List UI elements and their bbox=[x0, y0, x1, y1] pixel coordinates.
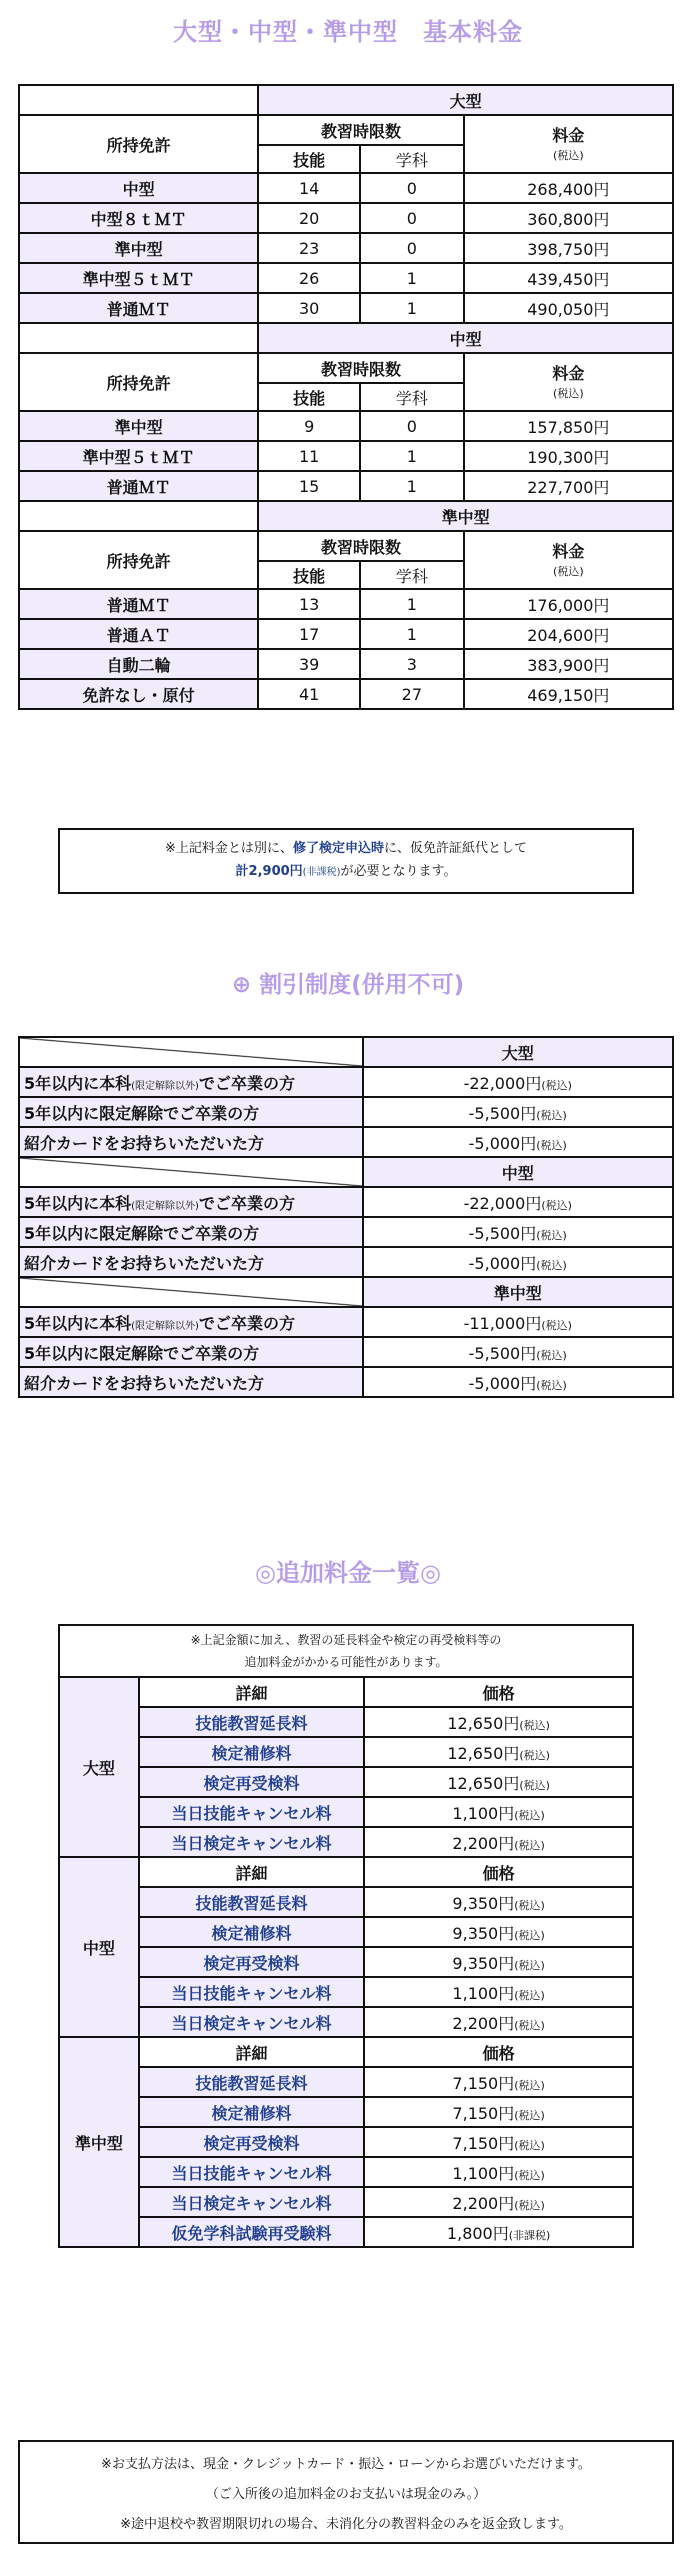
discount-tax-label: (税込) bbox=[536, 1228, 567, 1242]
license-cell: 自動二輪 bbox=[19, 649, 258, 679]
fee-cell: 439,450円 bbox=[464, 263, 673, 293]
condition-note: (限定解除以外) bbox=[131, 1320, 199, 1332]
table-row bbox=[19, 441, 673, 471]
fee-price-cell bbox=[364, 1737, 633, 1767]
discount-amount: -5,000円 bbox=[468, 1373, 537, 1393]
license-column-header: 所持免許 bbox=[19, 531, 258, 589]
fee-price: 7,150円 bbox=[452, 2073, 515, 2093]
fee-price-cell bbox=[364, 2097, 633, 2127]
table-row bbox=[59, 1977, 633, 2007]
table-row bbox=[19, 203, 673, 233]
discount-tax-label: (税込) bbox=[541, 1318, 572, 1332]
table-row bbox=[19, 1067, 673, 1097]
detail-column-header: 詳細 bbox=[139, 1677, 365, 1707]
license-cell: 普通ＡＴ bbox=[19, 619, 258, 649]
paper-fee-note bbox=[58, 828, 634, 894]
fee-item-label: 当日検定キャンセル料 bbox=[139, 2187, 365, 2217]
discount-condition-cell bbox=[19, 1247, 363, 1277]
table-row bbox=[19, 679, 673, 709]
fee-price-cell bbox=[364, 1917, 633, 1947]
fee-price: 2,200円 bbox=[452, 1833, 515, 1853]
fee-price-cell bbox=[364, 1797, 633, 1827]
condition-text: 5年以内に本科 bbox=[24, 1313, 132, 1333]
discount-amount-cell bbox=[363, 1127, 674, 1157]
fee-price: 12,650円 bbox=[447, 1713, 520, 1733]
theory-column-header: 学科 bbox=[360, 383, 464, 411]
table-row bbox=[19, 1247, 673, 1277]
condition-text: 5年以内に本科 bbox=[24, 1073, 132, 1093]
theory-cell: 0 bbox=[360, 203, 464, 233]
license-cell: 中型８ｔＭＴ bbox=[19, 203, 258, 233]
fee-column-header bbox=[464, 115, 673, 173]
table-row bbox=[19, 1097, 673, 1127]
discount-condition-cell bbox=[19, 1367, 363, 1397]
header-blank-cell bbox=[19, 323, 258, 353]
skill-cell: 41 bbox=[258, 679, 360, 709]
section-header-row bbox=[59, 1857, 633, 1887]
detail-column-header: 詳細 bbox=[139, 2037, 365, 2067]
section-name: 準中型 bbox=[363, 1277, 674, 1307]
skill-cell: 39 bbox=[258, 649, 360, 679]
fee-price-cell bbox=[364, 1947, 633, 1977]
fee-price-cell bbox=[364, 1977, 633, 2007]
fee-price: 1,100円 bbox=[452, 1983, 515, 2003]
condition-text-tail: でご卒業の方 bbox=[198, 1193, 295, 1213]
discount-table bbox=[18, 1036, 674, 1398]
discount-tax-label: (税込) bbox=[536, 1378, 567, 1392]
fee-header-label: 料金 bbox=[552, 542, 585, 561]
fee-item-label: 技能教習延長料 bbox=[139, 2067, 365, 2097]
table-row bbox=[19, 411, 673, 441]
discount-amount-cell bbox=[363, 1337, 674, 1367]
fee-item-label: 当日検定キャンセル料 bbox=[139, 1827, 365, 1857]
discount-amount: -5,000円 bbox=[468, 1133, 537, 1153]
fee-tax-label: (税込) bbox=[514, 2168, 545, 2182]
table-row bbox=[19, 293, 673, 323]
additional-fee-title: ◎追加料金一覧◎ bbox=[255, 1559, 441, 1587]
license-cell: 普通ＭＴ bbox=[19, 293, 258, 323]
diagonal-header-cell bbox=[19, 1157, 363, 1187]
discount-amount: -11,000円 bbox=[463, 1313, 542, 1333]
additional-note-line-1: ※上記金額に加え、教習の延長料金や検定の再受検料等の bbox=[190, 1633, 502, 1647]
fee-price: 7,150円 bbox=[452, 2103, 515, 2123]
theory-cell: 0 bbox=[360, 173, 464, 203]
section-header-row bbox=[19, 501, 673, 531]
note-row bbox=[59, 1625, 633, 1677]
license-cell: 準中型５ｔＭＴ bbox=[19, 441, 258, 471]
fee-cell: 204,600円 bbox=[464, 619, 673, 649]
fee-price: 2,200円 bbox=[452, 2193, 515, 2213]
license-cell: 準中型 bbox=[19, 411, 258, 441]
fee-column-header bbox=[464, 353, 673, 411]
fee-header-label: 料金 bbox=[552, 126, 585, 145]
fee-item-label: 当日技能キャンセル料 bbox=[139, 1797, 365, 1827]
fee-tax-label: (税込) bbox=[514, 1958, 545, 1972]
fee-item-label: 検定再受検料 bbox=[139, 1767, 365, 1797]
fee-item-label: 検定補修料 bbox=[139, 1737, 365, 1767]
table-row bbox=[19, 263, 673, 293]
fee-header-tax: (税込) bbox=[553, 565, 584, 578]
fee-item-label: 技能教習延長料 bbox=[139, 1707, 365, 1737]
table-row bbox=[19, 589, 673, 619]
table-row bbox=[19, 1217, 673, 1247]
skill-cell: 11 bbox=[258, 441, 360, 471]
fee-price-cell bbox=[364, 2007, 633, 2037]
table-row bbox=[59, 1707, 633, 1737]
table-row bbox=[19, 1127, 673, 1157]
fee-item-label: 検定補修料 bbox=[139, 2097, 365, 2127]
fee-price: 9,350円 bbox=[452, 1923, 515, 1943]
theory-cell: 1 bbox=[360, 293, 464, 323]
table-row bbox=[19, 471, 673, 501]
diagonal-header-cell bbox=[19, 1037, 363, 1067]
fee-tax-label: (税込) bbox=[519, 1718, 550, 1732]
discount-condition-cell bbox=[19, 1187, 363, 1217]
discount-tax-label: (税込) bbox=[541, 1198, 572, 1212]
discount-condition-cell bbox=[19, 1127, 363, 1157]
condition-text: 紹介カードをお持ちいただいた方 bbox=[24, 1133, 265, 1153]
section-header-row bbox=[19, 323, 673, 353]
fee-price: 9,350円 bbox=[452, 1953, 515, 1973]
skill-cell: 26 bbox=[258, 263, 360, 293]
discount-amount-cell bbox=[363, 1067, 674, 1097]
discount-amount-cell bbox=[363, 1247, 674, 1277]
skill-cell: 23 bbox=[258, 233, 360, 263]
fee-price-cell bbox=[364, 1827, 633, 1857]
skill-cell: 20 bbox=[258, 203, 360, 233]
fee-tax-label: (非課税) bbox=[508, 2228, 551, 2242]
table-row bbox=[19, 233, 673, 263]
hours-column-header: 教習時限数 bbox=[258, 115, 463, 145]
section-header-row bbox=[19, 1157, 673, 1187]
skill-cell: 9 bbox=[258, 411, 360, 441]
fee-price: 1,100円 bbox=[452, 2163, 515, 2183]
section-name: 中型 bbox=[258, 323, 673, 353]
fee-cell: 268,400円 bbox=[464, 173, 673, 203]
license-cell: 普通ＭＴ bbox=[19, 589, 258, 619]
discount-amount: -22,000円 bbox=[463, 1073, 542, 1093]
fee-item-label: 検定補修料 bbox=[139, 1917, 365, 1947]
theory-cell: 3 bbox=[360, 649, 464, 679]
license-cell: 免許なし・原付 bbox=[19, 679, 258, 709]
section-name: 大型 bbox=[258, 85, 673, 115]
column-header-row bbox=[19, 115, 673, 145]
fee-price-cell bbox=[364, 1767, 633, 1797]
table-row bbox=[59, 1797, 633, 1827]
discount-tax-label: (税込) bbox=[536, 1138, 567, 1152]
license-column-header: 所持免許 bbox=[19, 353, 258, 411]
license-cell: 中型 bbox=[19, 173, 258, 203]
payment-note bbox=[18, 2440, 674, 2544]
table-row bbox=[59, 2097, 633, 2127]
discount-amount-cell bbox=[363, 1307, 674, 1337]
fee-cell: 157,850円 bbox=[464, 411, 673, 441]
fee-column-header bbox=[464, 531, 673, 589]
section-header-row bbox=[19, 85, 673, 115]
column-header-row bbox=[19, 353, 673, 383]
table-row bbox=[59, 2187, 633, 2217]
additional-fee-table bbox=[58, 1624, 634, 2248]
fee-price: 1,800円 bbox=[446, 2223, 509, 2243]
condition-note: (限定解除以外) bbox=[131, 1200, 199, 1212]
fee-item-label: 仮免学科試験再受験料 bbox=[139, 2217, 365, 2247]
fee-price-cell bbox=[364, 2127, 633, 2157]
fee-item-label: 技能教習延長料 bbox=[139, 1887, 365, 1917]
discount-tax-label: (税込) bbox=[541, 1078, 572, 1092]
fee-cell: 190,300円 bbox=[464, 441, 673, 471]
discount-tax-label: (税込) bbox=[536, 1258, 567, 1272]
skill-cell: 17 bbox=[258, 619, 360, 649]
discount-amount-cell bbox=[363, 1097, 674, 1127]
table-row bbox=[59, 1767, 633, 1797]
table-row bbox=[59, 1827, 633, 1857]
fee-header-tax: (税込) bbox=[553, 387, 584, 400]
diagonal-header-cell bbox=[19, 1277, 363, 1307]
note-text: ※上記料金とは別に、 bbox=[165, 841, 293, 856]
theory-cell: 1 bbox=[360, 589, 464, 619]
note-line-2 bbox=[60, 862, 632, 883]
skill-cell: 30 bbox=[258, 293, 360, 323]
fee-price-cell bbox=[364, 2157, 633, 2187]
fee-price: 1,100円 bbox=[452, 1803, 515, 1823]
condition-text: 紹介カードをお持ちいただいた方 bbox=[24, 1373, 265, 1393]
note-tax-label: (非課税) bbox=[302, 867, 341, 878]
fee-tax-label: (税込) bbox=[514, 1898, 545, 1912]
discount-amount-cell bbox=[363, 1187, 674, 1217]
fee-cell: 490,050円 bbox=[464, 293, 673, 323]
fee-tax-label: (税込) bbox=[514, 1988, 545, 2002]
license-cell: 準中型 bbox=[19, 233, 258, 263]
basic-fee-title: 大型・中型・準中型 基本料金 bbox=[173, 18, 523, 46]
section-header-row bbox=[19, 1277, 673, 1307]
table-row bbox=[59, 2007, 633, 2037]
theory-cell: 27 bbox=[360, 679, 464, 709]
fee-header-label: 料金 bbox=[552, 364, 585, 383]
table-row bbox=[59, 1737, 633, 1767]
section-name: 中型 bbox=[363, 1157, 674, 1187]
table-row bbox=[19, 1337, 673, 1367]
note-text: が必要となります。 bbox=[340, 864, 457, 879]
discount-amount: -22,000円 bbox=[463, 1193, 542, 1213]
theory-cell: 1 bbox=[360, 441, 464, 471]
table-row bbox=[59, 1917, 633, 1947]
condition-note: (限定解除以外) bbox=[131, 1080, 199, 1092]
fee-tax-label: (税込) bbox=[519, 1778, 550, 1792]
fee-price: 12,650円 bbox=[447, 1743, 520, 1763]
license-column-header: 所持免許 bbox=[19, 115, 258, 173]
table-row bbox=[59, 2067, 633, 2097]
table-row bbox=[19, 173, 673, 203]
license-cell: 準中型５ｔＭＴ bbox=[19, 263, 258, 293]
table-row bbox=[19, 619, 673, 649]
discount-amount: -5,500円 bbox=[468, 1103, 537, 1123]
discount-condition-cell bbox=[19, 1307, 363, 1337]
fee-tax-label: (税込) bbox=[519, 1748, 550, 1762]
skill-cell: 14 bbox=[258, 173, 360, 203]
discount-amount: -5,000円 bbox=[468, 1253, 537, 1273]
section-name: 準中型 bbox=[258, 501, 673, 531]
table-row bbox=[19, 1187, 673, 1217]
skill-cell: 13 bbox=[258, 589, 360, 619]
section-header-row bbox=[59, 1677, 633, 1707]
fee-cell: 383,900円 bbox=[464, 649, 673, 679]
fee-item-label: 当日技能キャンセル料 bbox=[139, 1977, 365, 2007]
discount-amount: -5,500円 bbox=[468, 1223, 537, 1243]
fee-price-cell bbox=[364, 1707, 633, 1737]
price-column-header: 価格 bbox=[364, 1857, 633, 1887]
discount-condition-cell bbox=[19, 1337, 363, 1367]
discount-condition-cell bbox=[19, 1067, 363, 1097]
table-row bbox=[19, 1307, 673, 1337]
discount-condition-cell bbox=[19, 1217, 363, 1247]
section-header-row bbox=[59, 2037, 633, 2067]
header-blank-cell bbox=[19, 85, 258, 115]
condition-text: 5年以内に限定解除でご卒業の方 bbox=[24, 1223, 260, 1243]
discount-tax-label: (税込) bbox=[536, 1108, 567, 1122]
section-header-row bbox=[19, 1037, 673, 1067]
basic-fee-table bbox=[18, 84, 674, 710]
fee-header-tax: (税込) bbox=[553, 149, 584, 162]
condition-text: 紹介カードをお持ちいただいた方 bbox=[24, 1253, 265, 1273]
table-row bbox=[59, 2157, 633, 2187]
discount-condition-cell bbox=[19, 1097, 363, 1127]
header-blank-cell bbox=[19, 501, 258, 531]
note-highlight: 修了検定申込時 bbox=[292, 841, 384, 856]
table-row bbox=[59, 1947, 633, 1977]
fee-item-label: 検定再受検料 bbox=[139, 2127, 365, 2157]
skill-cell: 15 bbox=[258, 471, 360, 501]
discount-title: ⊕ 割引制度(併用不可) bbox=[231, 972, 465, 998]
discount-amount-cell bbox=[363, 1217, 674, 1247]
skill-column-header: 技能 bbox=[258, 383, 360, 411]
condition-text-tail: でご卒業の方 bbox=[198, 1073, 295, 1093]
fee-price-cell bbox=[364, 2067, 633, 2097]
fee-tax-label: (税込) bbox=[514, 2108, 545, 2122]
fee-cell: 398,750円 bbox=[464, 233, 673, 263]
skill-column-header: 技能 bbox=[258, 561, 360, 589]
skill-column-header: 技能 bbox=[258, 145, 360, 173]
payment-line-2: （ご入所後の追加料金のお支払いは現金のみ。） bbox=[205, 2487, 487, 2502]
fee-item-label: 検定再受検料 bbox=[139, 1947, 365, 1977]
price-column-header: 価格 bbox=[364, 2037, 633, 2067]
fee-item-label: 当日技能キャンセル料 bbox=[139, 2157, 365, 2187]
condition-text: 5年以内に本科 bbox=[24, 1193, 132, 1213]
discount-tax-label: (税込) bbox=[536, 1348, 567, 1362]
hours-column-header: 教習時限数 bbox=[258, 531, 463, 561]
fee-price-cell bbox=[364, 2217, 633, 2247]
condition-text: 5年以内に限定解除でご卒業の方 bbox=[24, 1343, 260, 1363]
table-row bbox=[19, 649, 673, 679]
fee-price: 9,350円 bbox=[452, 1893, 515, 1913]
table-row bbox=[19, 1367, 673, 1397]
section-name: 大型 bbox=[363, 1037, 674, 1067]
license-cell: 普通ＭＴ bbox=[19, 471, 258, 501]
fee-cell: 176,000円 bbox=[464, 589, 673, 619]
section-name: 準中型 bbox=[59, 2037, 139, 2247]
theory-cell: 0 bbox=[360, 411, 464, 441]
payment-line-1: ※お支払方法は、現金・クレジットカード・振込・ローンからお選びいただけます。 bbox=[101, 2457, 591, 2472]
fee-price: 7,150円 bbox=[452, 2133, 515, 2153]
theory-cell: 1 bbox=[360, 619, 464, 649]
additional-note-line-2: 追加料金がかかる可能性があります。 bbox=[244, 1655, 448, 1669]
fee-tax-label: (税込) bbox=[514, 2198, 545, 2212]
condition-text-tail: でご卒業の方 bbox=[198, 1313, 295, 1333]
fee-tax-label: (税込) bbox=[514, 1808, 545, 1822]
note-text: に、仮免許証紙代として bbox=[383, 841, 527, 856]
fee-tax-label: (税込) bbox=[514, 2018, 545, 2032]
note-line-1 bbox=[60, 836, 632, 862]
theory-column-header: 学科 bbox=[360, 145, 464, 173]
section-name: 大型 bbox=[59, 1677, 139, 1857]
fee-tax-label: (税込) bbox=[514, 2078, 545, 2092]
discount-amount-cell bbox=[363, 1367, 674, 1397]
fee-price-cell bbox=[364, 1887, 633, 1917]
fee-price: 12,650円 bbox=[447, 1773, 520, 1793]
detail-column-header: 詳細 bbox=[139, 1857, 365, 1887]
theory-cell: 1 bbox=[360, 263, 464, 293]
fee-cell: 227,700円 bbox=[464, 471, 673, 501]
discount-amount: -5,500円 bbox=[468, 1343, 537, 1363]
condition-text: 5年以内に限定解除でご卒業の方 bbox=[24, 1103, 260, 1123]
theory-column-header: 学科 bbox=[360, 561, 464, 589]
additional-note-cell bbox=[59, 1625, 633, 1677]
note-amount: 計2,900円 bbox=[235, 864, 303, 879]
column-header-row bbox=[19, 531, 673, 561]
table-row bbox=[59, 1887, 633, 1917]
fee-tax-label: (税込) bbox=[514, 2138, 545, 2152]
table-row bbox=[59, 2127, 633, 2157]
fee-cell: 469,150円 bbox=[464, 679, 673, 709]
payment-line-3: ※途中退校や教習期限切れの場合、未消化分の教習料金のみを返金致します。 bbox=[120, 2517, 572, 2532]
fee-item-label: 当日検定キャンセル料 bbox=[139, 2007, 365, 2037]
hours-column-header: 教習時限数 bbox=[258, 353, 463, 383]
fee-price-cell bbox=[364, 2187, 633, 2217]
theory-cell: 0 bbox=[360, 233, 464, 263]
fee-price: 2,200円 bbox=[452, 2013, 515, 2033]
fee-cell: 360,800円 bbox=[464, 203, 673, 233]
table-row bbox=[59, 2217, 633, 2247]
fee-tax-label: (税込) bbox=[514, 1928, 545, 1942]
price-column-header: 価格 bbox=[364, 1677, 633, 1707]
section-name: 中型 bbox=[59, 1857, 139, 2037]
fee-tax-label: (税込) bbox=[514, 1838, 545, 1852]
theory-cell: 1 bbox=[360, 471, 464, 501]
